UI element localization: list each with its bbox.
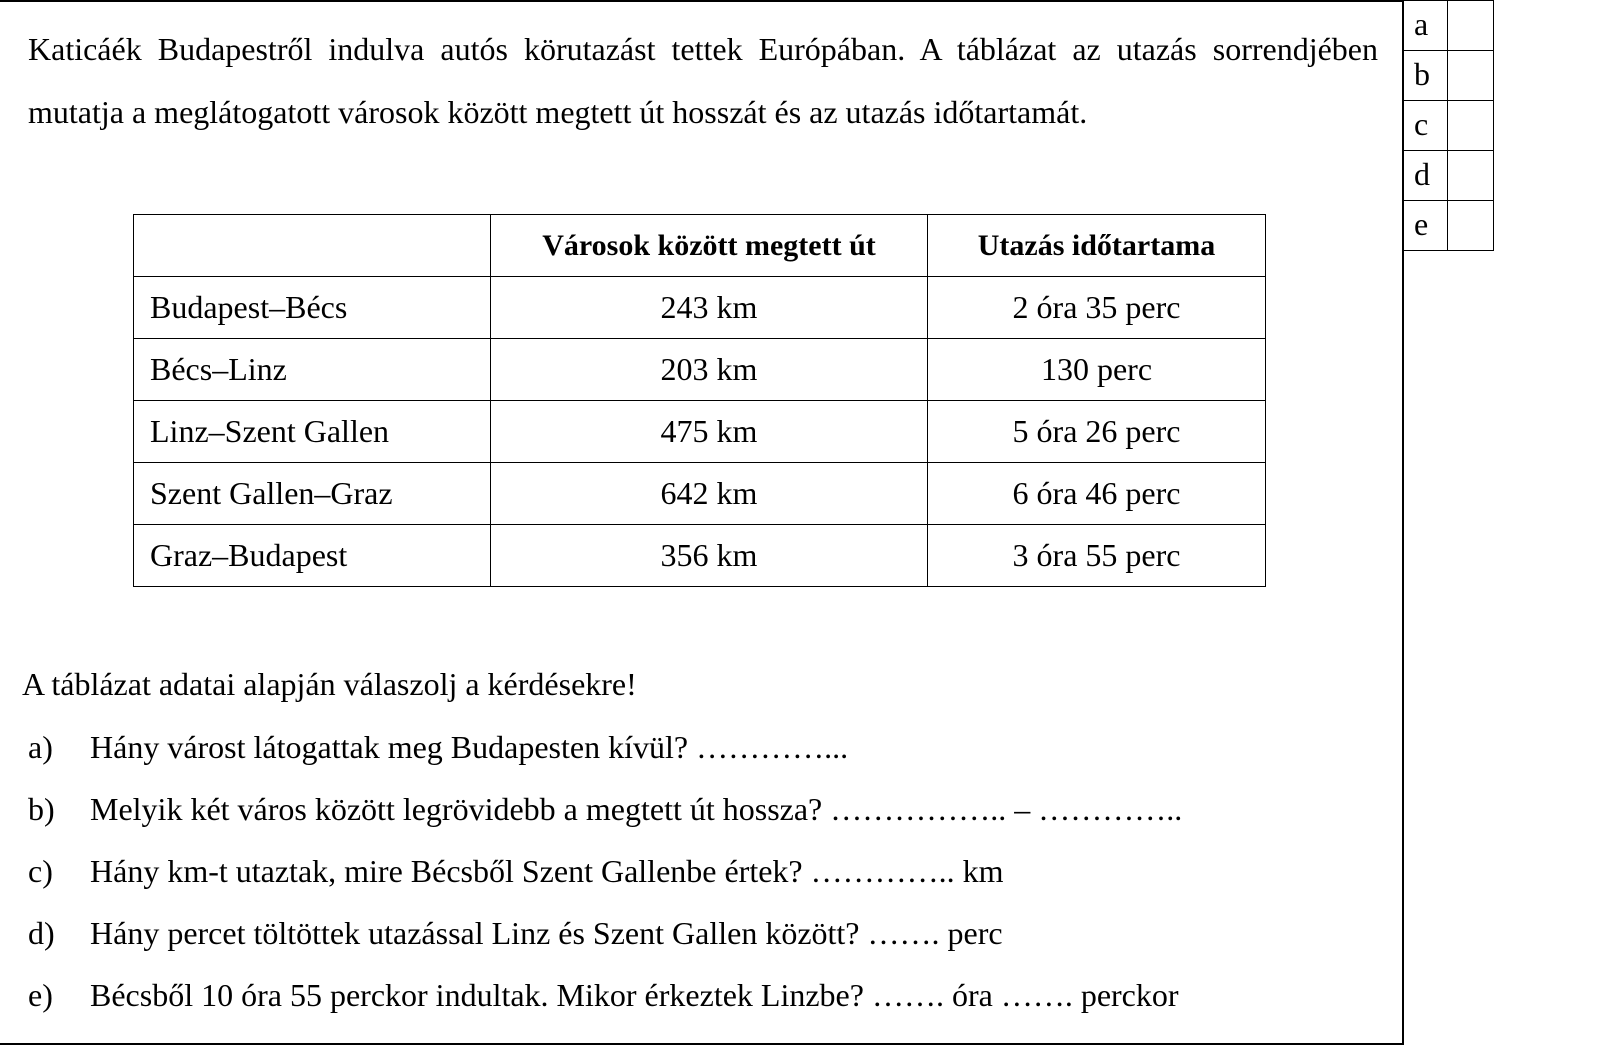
duration-cell: 3 óra 55 perc bbox=[928, 525, 1266, 587]
score-box bbox=[1448, 151, 1494, 201]
route-cell: Bécs–Linz bbox=[134, 339, 491, 401]
distance-cell: 642 km bbox=[491, 463, 928, 525]
grading-label: d bbox=[1404, 151, 1448, 201]
table-row bbox=[134, 339, 1266, 401]
grading-box bbox=[1403, 0, 1494, 251]
distance-table bbox=[133, 214, 1266, 587]
grading-row bbox=[1404, 101, 1494, 151]
distance-cell: 243 km bbox=[491, 277, 928, 339]
grading-label: e bbox=[1404, 201, 1448, 251]
table-row bbox=[134, 525, 1266, 587]
question-text: Hány várost látogattak meg Budapesten kívül? …………... bbox=[90, 729, 849, 765]
score-box bbox=[1448, 101, 1494, 151]
questions-prompt: A táblázat adatai alapján válaszolj a kérdésekre! bbox=[22, 666, 637, 702]
distance-cell: 356 km bbox=[491, 525, 928, 587]
question-a bbox=[28, 729, 848, 766]
table-header-cell: Utazás időtartama bbox=[928, 215, 1266, 277]
route-cell: Szent Gallen–Graz bbox=[134, 463, 491, 525]
question-c bbox=[28, 853, 1004, 890]
grading-row bbox=[1404, 1, 1494, 51]
question-letter: b) bbox=[28, 791, 55, 827]
duration-cell: 5 óra 26 perc bbox=[928, 401, 1266, 463]
intro-paragraph: Katicáék Budapestről indulva autós körutazást tettek Európában. A táblázat az utazás sorrendjében mutatja a meglátogatott városok között megtett út hosszát és az utazás időtartamát. bbox=[28, 31, 1378, 130]
question-letter: c) bbox=[28, 853, 53, 889]
grading-label: c bbox=[1404, 101, 1448, 151]
table-header-cell: Városok között megtett út bbox=[491, 215, 928, 277]
grading-label: a bbox=[1404, 1, 1448, 51]
table-header-cell bbox=[134, 215, 491, 277]
route-cell: Budapest–Bécs bbox=[134, 277, 491, 339]
table-row bbox=[134, 401, 1266, 463]
question-e bbox=[28, 977, 1179, 1014]
duration-cell: 2 óra 35 perc bbox=[928, 277, 1266, 339]
score-box bbox=[1448, 51, 1494, 101]
grading-row bbox=[1404, 201, 1494, 251]
question-letter: e) bbox=[28, 977, 53, 1013]
question-text: Melyik két város között legrövidebb a megtett út hossza? …………….. – ………….. bbox=[90, 791, 1183, 827]
question-text: Bécsből 10 óra 55 perckor indultak. Mikor érkeztek Linzbe? ……. óra ……. perckor bbox=[90, 977, 1179, 1013]
table-row bbox=[134, 277, 1266, 339]
grading-label: b bbox=[1404, 51, 1448, 101]
route-cell: Graz–Budapest bbox=[134, 525, 491, 587]
distance-cell: 203 km bbox=[491, 339, 928, 401]
route-cell: Linz–Szent Gallen bbox=[134, 401, 491, 463]
score-box bbox=[1448, 1, 1494, 51]
question-letter: a) bbox=[28, 729, 53, 765]
duration-cell: 130 perc bbox=[928, 339, 1266, 401]
table-row bbox=[134, 463, 1266, 525]
distance-cell: 475 km bbox=[491, 401, 928, 463]
table-header-row bbox=[134, 215, 1266, 277]
score-box bbox=[1448, 201, 1494, 251]
duration-cell: 6 óra 46 perc bbox=[928, 463, 1266, 525]
grading-row bbox=[1404, 151, 1494, 201]
question-text: Hány km-t utaztak, mire Bécsből Szent Gallenbe értek? ………….. km bbox=[90, 853, 1004, 889]
grading-row bbox=[1404, 51, 1494, 101]
question-d bbox=[28, 915, 1003, 952]
question-text: Hány percet töltöttek utazással Linz és Szent Gallen között? ……. perc bbox=[90, 915, 1003, 951]
question-b bbox=[28, 791, 1182, 828]
question-letter: d) bbox=[28, 915, 55, 951]
